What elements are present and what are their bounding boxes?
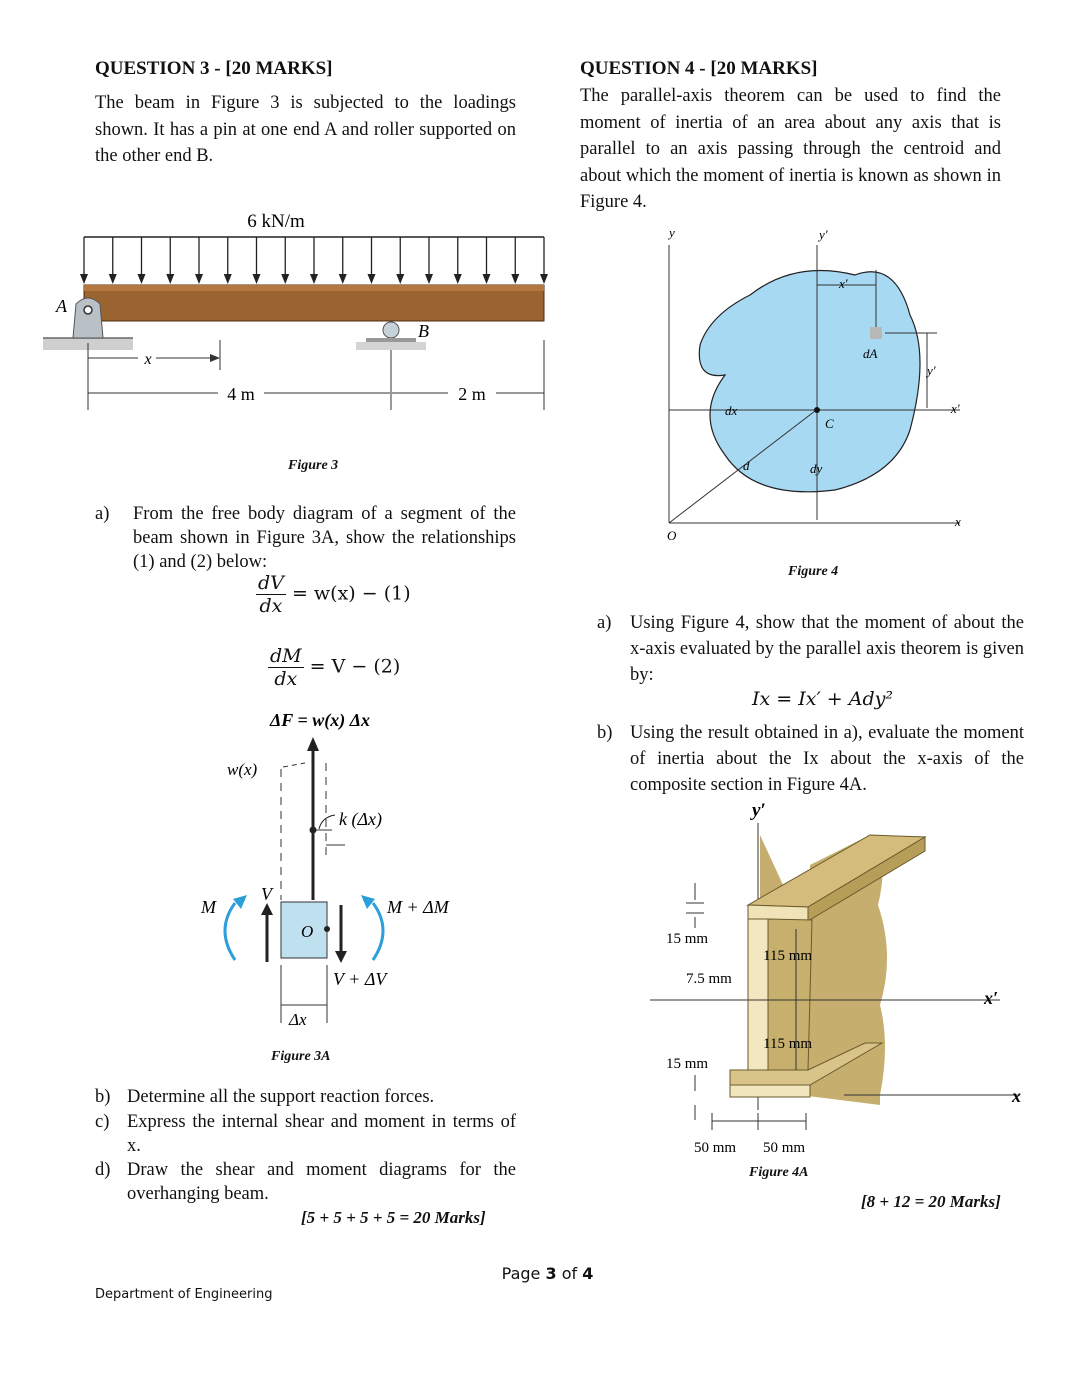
load-arrow-head — [511, 274, 519, 284]
fig4-d: d — [743, 458, 750, 473]
page-number — [0, 1264, 1080, 1283]
distributed-load-arrows — [80, 237, 548, 284]
fig4-y-prime: y′ — [819, 227, 828, 242]
parallel-axis-equation: Ix = Ix′ + Ady² — [752, 688, 893, 710]
fig4-x: x — [955, 514, 961, 529]
q3-part-b — [95, 1085, 516, 1109]
q4-part-a — [597, 610, 1024, 685]
fig4-x-prime: x′ — [951, 401, 960, 416]
q3-part-d-label: d) — [95, 1160, 111, 1180]
m-label: M — [201, 897, 216, 917]
eq2-rhs: = V − (2) — [309, 655, 401, 678]
eq2-numerator: dM — [270, 645, 302, 667]
v-label: V — [261, 884, 272, 904]
q3-part-c — [95, 1110, 516, 1158]
fig4a-web-half: 7.5 mm — [686, 971, 732, 987]
fig4-x-prime-top: x′ — [839, 276, 848, 291]
wx-label: w(x) — [227, 760, 258, 779]
load-arrow-head — [138, 274, 146, 284]
q4-marks: [8 + 12 = 20 Marks] — [861, 1192, 1001, 1211]
q3-part-a-text: From the free body diagram of a segment of the beam shown in Figure 3A, show the relationships (1) and (2) below: — [133, 504, 516, 572]
fig4a-x-prime: x′ — [984, 988, 999, 1008]
load-arrow-head — [80, 274, 88, 284]
m-plus-label: M + ΔM — [387, 897, 449, 917]
load-arrow-head — [253, 274, 261, 284]
fig4-o: O — [667, 528, 677, 543]
page-of: of — [561, 1264, 578, 1283]
load-arrow-head — [224, 274, 232, 284]
load-arrow-head — [454, 274, 462, 284]
load-arrow-head — [109, 274, 117, 284]
q4-part-a-label: a) — [597, 613, 612, 633]
fig4a-w-right: 50 mm — [763, 1140, 806, 1156]
fig4a-y-prime: y′ — [752, 800, 766, 821]
load-arrow-head — [339, 274, 347, 284]
fig4a-flange-top: 15 mm — [666, 931, 709, 947]
load-arrow-head — [166, 274, 174, 284]
label-a: A — [56, 296, 67, 316]
eq1-rhs: = w(x) − (1) — [291, 582, 411, 605]
figure-3a-fbd — [195, 705, 485, 1035]
q3-part-c-text: Express the internal shear and moment in terms of x. — [127, 1112, 516, 1156]
load-arrow-head — [195, 274, 203, 284]
figure-3a-caption: Figure 3A — [271, 1049, 331, 1064]
q3-part-d-text: Draw the shear and moment diagrams for the overhanging beam. — [127, 1160, 516, 1204]
department-footer: Department of Engineering — [95, 1287, 273, 1302]
label-x: x — [144, 351, 152, 368]
q4-part-b-label: b) — [597, 723, 613, 743]
q4-part-b — [597, 720, 1024, 798]
dx-label: Δx — [289, 1010, 307, 1029]
q3-marks: [5 + 5 + 5 + 5 = 20 Marks] — [301, 1208, 486, 1227]
q3-part-c-label: c) — [95, 1112, 110, 1132]
fig4a-h-top: 115 mm — [763, 948, 813, 964]
q4-part-b-text: Using the result obtained in a), evaluate the moment of inertia about the Ix about the x-axis of the composite section in Figure 4A. — [630, 723, 1024, 795]
label-b: B — [418, 321, 429, 341]
q4-part-a-text: Using Figure 4, show that the moment of about the x-axis evaluated by the parallel axis theorem is given by: — [630, 613, 1024, 685]
load-arrow-head — [425, 274, 433, 284]
fig4a-w-left: 50 mm — [694, 1140, 737, 1156]
dim-4m: 4 m — [227, 384, 255, 404]
page-prefix: Page — [501, 1264, 541, 1283]
load-arrow-head — [396, 274, 404, 284]
q3-part-b-label: b) — [95, 1087, 111, 1107]
v-plus-label: V + ΔV — [333, 969, 387, 989]
eq1-numerator: dV — [258, 572, 284, 594]
delta-f-label: ΔF = w(x) Δx — [270, 710, 371, 730]
load-arrow-head — [281, 274, 289, 284]
equation-1 — [256, 572, 411, 617]
load-arrow-head — [310, 274, 318, 284]
o-label: O — [301, 922, 314, 941]
fig4-y: y — [669, 225, 675, 240]
fig4-da: dA — [863, 346, 878, 361]
load-label: 6 kN/m — [247, 211, 305, 232]
figure-3-beam — [38, 200, 558, 415]
page-total: 4 — [582, 1264, 594, 1283]
eq1-denominator: dx — [259, 595, 283, 617]
eq2-denominator: dx — [274, 668, 298, 690]
figure-3-caption: Figure 3 — [288, 458, 339, 473]
fig4-dx: dx — [725, 403, 738, 418]
page-current: 3 — [545, 1264, 557, 1283]
q3-part-b-text: Determine all the support reaction forces. — [127, 1087, 435, 1107]
q3-part-a-label: a) — [95, 504, 110, 524]
fig4-c: C — [825, 416, 834, 431]
q4-title: QUESTION 4 - [20 MARKS] — [580, 58, 818, 79]
q3-part-a — [95, 502, 516, 577]
figure-4a-ibeam — [650, 795, 1040, 1160]
q3-part-d — [95, 1158, 516, 1206]
equation-2 — [268, 645, 400, 690]
q4-intro: The parallel-axis theorem can be used to find the moment of inertia of an area about any axis that is parallel to an axis passing through the centroid and about which the moment of inertia is known as shown in Figure 4. — [580, 86, 1001, 212]
figure-4-caption: Figure 4 — [788, 564, 839, 579]
q3-title: QUESTION 3 - [20 MARKS] — [95, 58, 333, 79]
figure-4a-caption: Figure 4A — [749, 1165, 809, 1180]
load-arrow-head — [540, 274, 548, 284]
fig4-y-prime-small: y′ — [927, 363, 936, 378]
fig4a-x: x — [1012, 1086, 1021, 1106]
load-arrow-head — [483, 274, 491, 284]
fig4-dy: dy — [810, 461, 823, 476]
k-label: k (Δx) — [339, 809, 383, 829]
q3-intro: The beam in Figure 3 is subjected to the loadings shown. It has a pin at one end A and roller supported on the other end B. — [95, 93, 516, 166]
load-arrow-head — [368, 274, 376, 284]
fig4a-h-bot: 115 mm — [763, 1036, 813, 1052]
fig4a-flange-bot: 15 mm — [666, 1056, 709, 1072]
dim-2m: 2 m — [458, 384, 486, 404]
figure-4-area — [655, 225, 975, 545]
